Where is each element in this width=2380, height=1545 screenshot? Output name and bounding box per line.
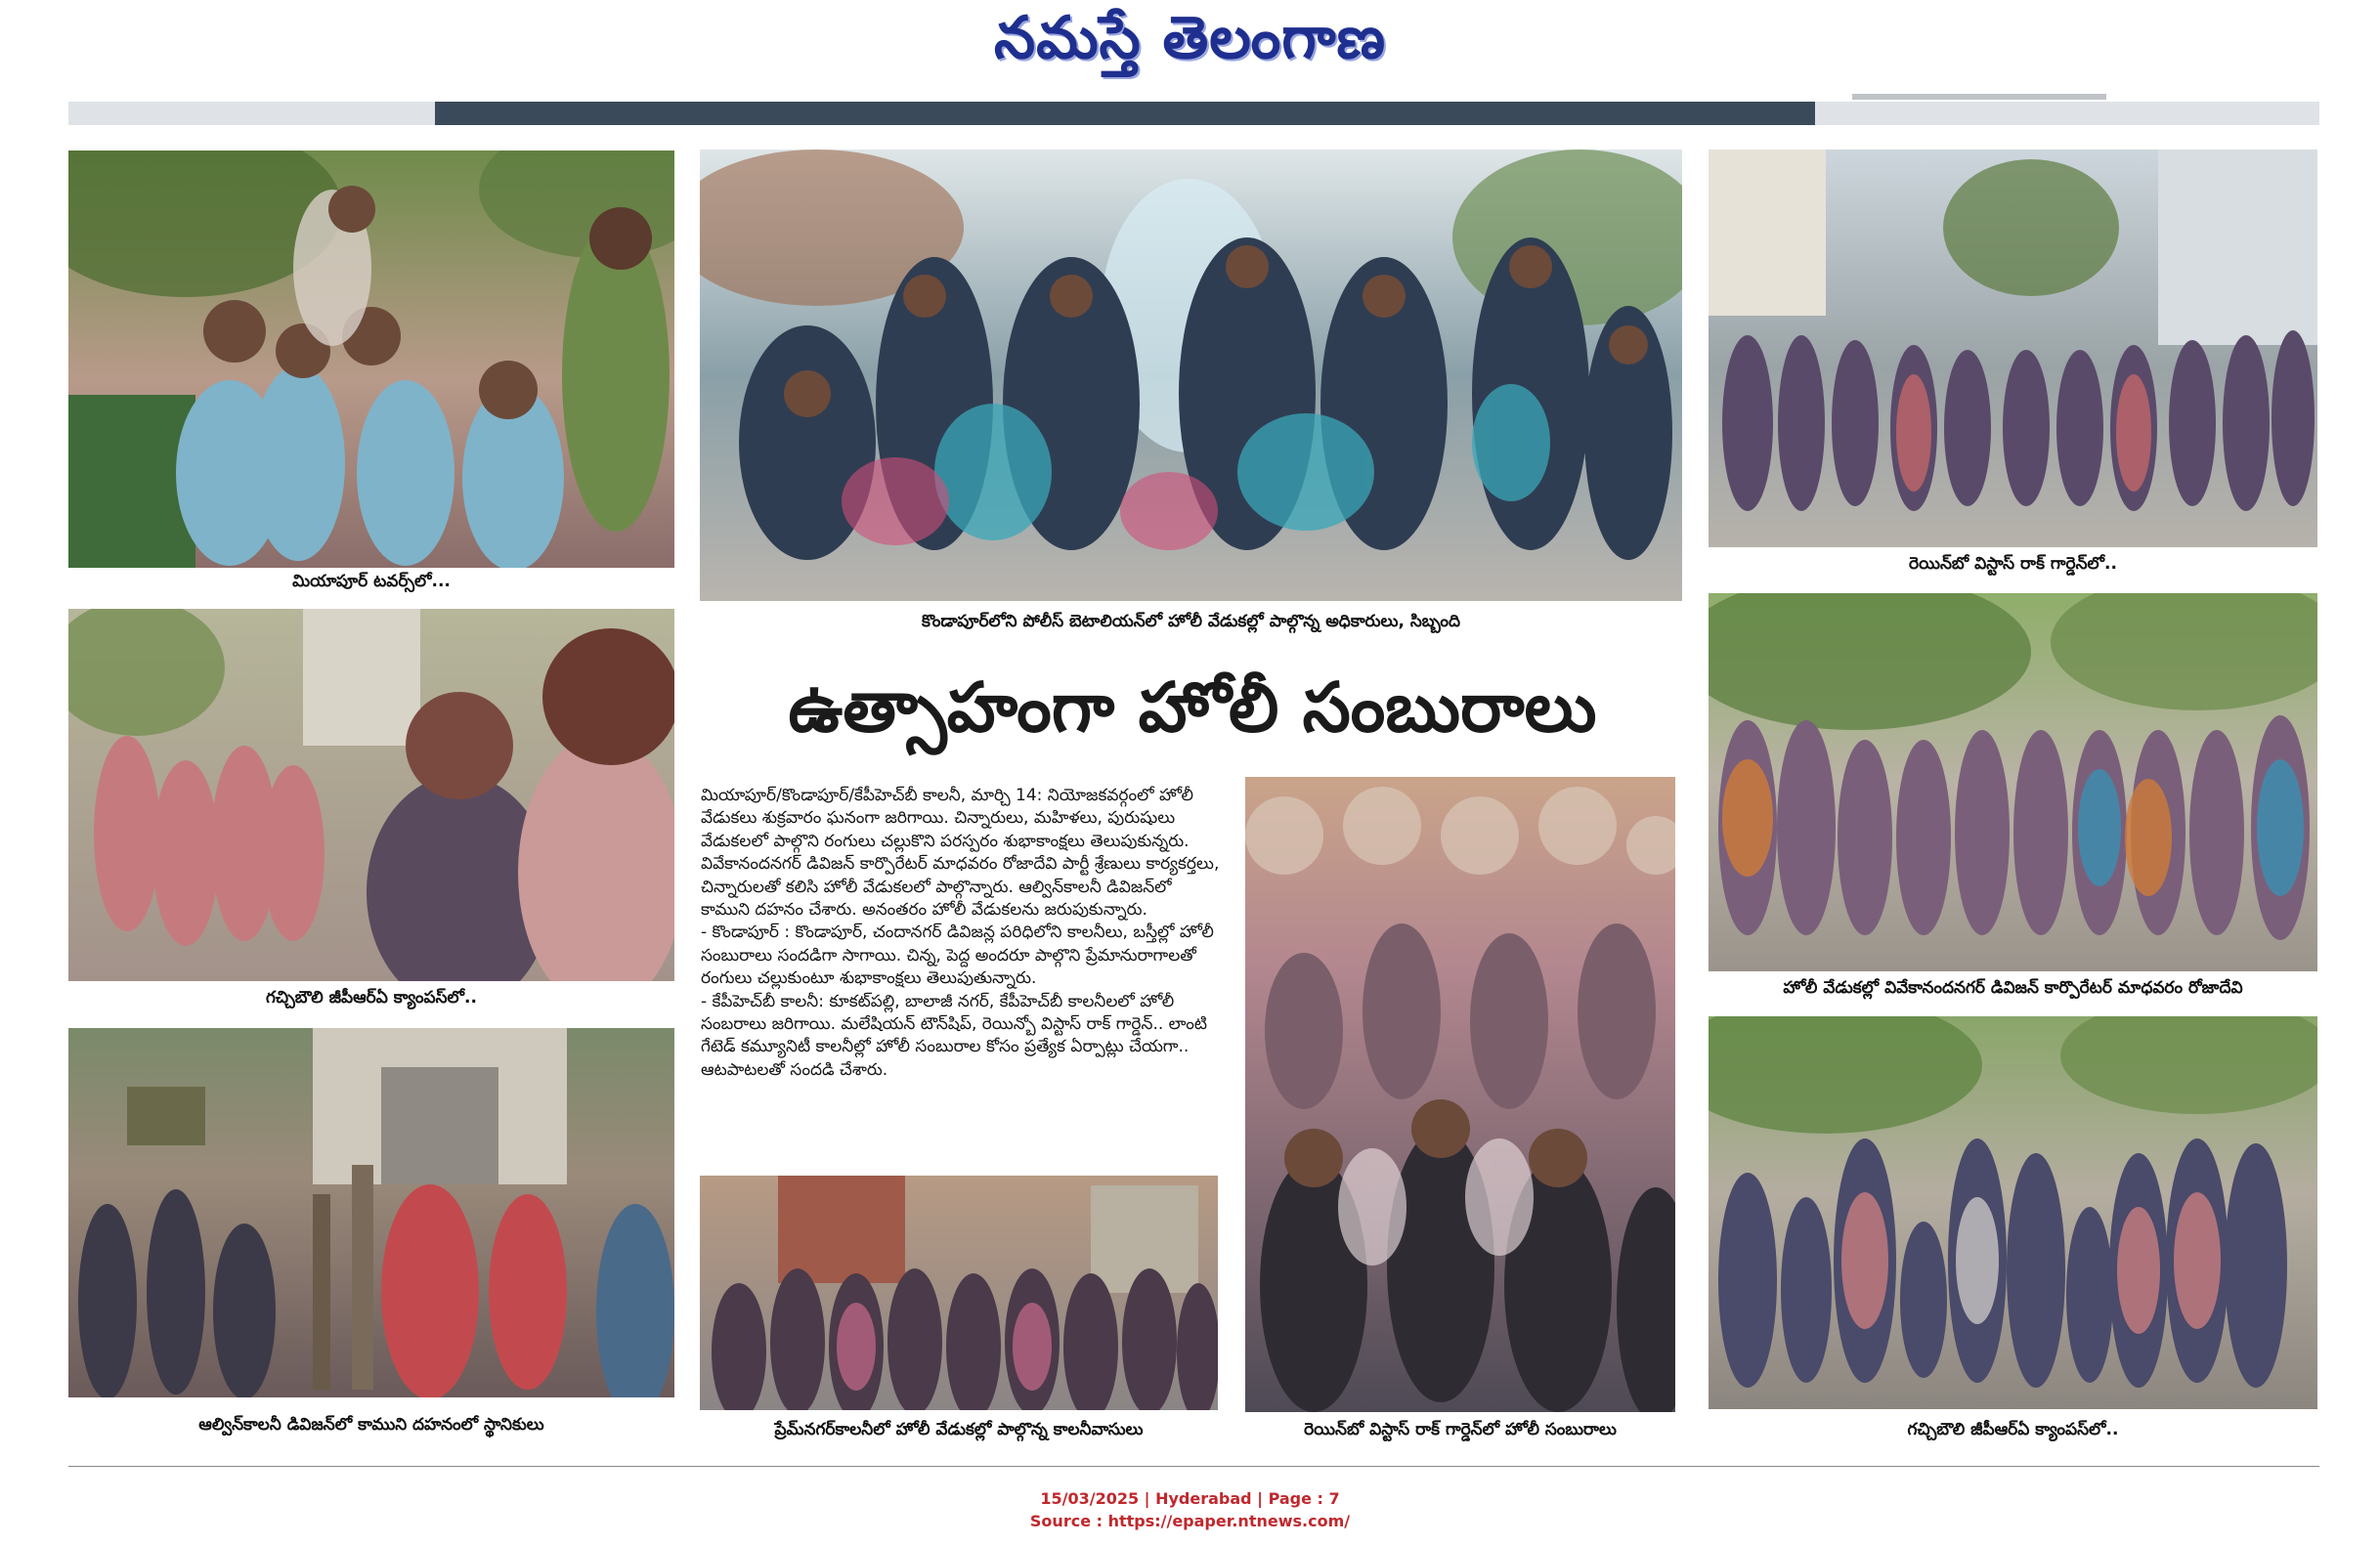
caption-miyapur-towers: మియాపూర్ టవర్స్‌లో... (292, 572, 451, 591)
photo-alwyn-colony (68, 1028, 674, 1397)
footer-source-line: Source : https://epaper.ntnews.com/ (1029, 1512, 1351, 1530)
photo-vivekananda-nagar (1709, 593, 2317, 971)
masthead-logo: నమస్తే తెలంగాణ (993, 4, 1387, 72)
article-paragraph: - కొండాపూర్ : కొండాపూర్, చందానగర్ డివిజన్ల పరిధిలోని కాలనీలు, బస్తీల్లో హోలీ సంబురాలు సందడిగా సాగాయి. చిన్న, పెద్ద అందరూ పాల్గొని ప్రేమానురాగాలతో రంగులు చల్లుకుంటూ శుభాకాంక్షలు తెలుపుతున్నారు. (701, 923, 1214, 989)
photo-gachibowli-left (68, 609, 674, 981)
caption-rainbow-vistas-bottom: రెయిన్‌బో విస్టాస్ రాక్ గార్డెన్‌లో హోలీ సంబురాలు (1304, 1420, 1617, 1439)
article-paragraph: - కేపీహెచ్‌బీ కాలనీ: కూకట్‌పల్లి, బాలాజీ నగర్, కేపీహెచ్‌బీ కాలనీలలో హోలీ సంబరాలు జరిగాయి. మలేషియన్ టౌన్‌షిప్, రెయిన్బో విస్టాస్ రాక్ గార్డెన్.. లాంటి గేటెడ్ కమ్యూనిటీ కాలనీల్లో హోలీ సంబురాల కోసం ప్రత్యేక ఏర్పాట్లు చేయగా.. ఆటపాటలతో సందడి చేశారు. (701, 991, 1208, 1080)
headline: ఉత్సాహంగా హోలీ సంబురాలు (788, 667, 1597, 748)
date-strip (1852, 90, 2106, 104)
photo-rainbow-vistas-top (1709, 150, 2317, 547)
footer (0, 1487, 2380, 1532)
caption-alwyn-colony: ఆల్విన్‌కాలనీ డివిజన్‌లో కాముని దహనంలో స్థానికులు (198, 1415, 544, 1435)
article-body (701, 785, 1224, 1168)
photo-rainbow-vistas-crowd (1245, 777, 1675, 1412)
caption-vivekananda-nagar: హోలీ వేడుకల్లో వివేకానందనగర్ డివిజన్ కార్పొరేటర్ మాధవరం రోజాదేవి (1783, 978, 2243, 998)
photo-miyapur-towers (68, 150, 674, 568)
photo-kondapur-police (700, 150, 1682, 601)
caption-kondapur-police: కొండాపూర్‌లోని పోలీస్ బెటాలియన్‌లో హోలీ వేడుకల్లో పాల్గొన్న అధికారులు, సిబ్బంది (922, 612, 1460, 631)
header-band-dark (435, 102, 1815, 125)
photo-gachibowli-right (1709, 1016, 2317, 1409)
caption-rainbow-vistas-top: రెయిన్‌బో విస్టాస్ రాక్ గార్డెన్‌లో.. (1909, 554, 2117, 574)
footer-divider (68, 1466, 2319, 1467)
caption-gachibowli-right: గచ్చిబౌలి జీపీఆర్ఏ క్యాంపస్‌లో.. (1907, 1420, 2119, 1439)
caption-premnagar-colony: ప్రేమ్‌నగర్‌కాలనీలో హోలీ వేడుకల్లో పాల్గొన్న కాలనీవాసులు (774, 1420, 1144, 1439)
masthead (0, 0, 2380, 76)
article-paragraph: మియాపూర్/కొండాపూర్/కేపీహెచ్‌బీ కాలనీ, మార్చి 14: నియోజకవర్గంలో హోలీ వేడుకలు శుక్రవారం ఘనంగా జరిగాయి. చిన్నారులు, మహిళలు, పురుషులు వేడుకలలో పాల్గొని రంగులు చల్లుకొని పరస్పరం శుభాకాంక్షలు తెలుపుకున్నరు. వివేకానందనగర్ డివిజన్ కార్పొరేటర్ మాధవరం రోజాదేవి పార్టీ శ్రేణులు కార్యకర్తలు, చిన్నారులతో కలిసి హోలీ వేడుకలలో పాల్గొన్నారు. ఆల్విన్‌కాలనీ డివిజన్‌లో కాముని దహనం చేశారు. అనంతరం హోలీ వేడుకలను జరుపుకున్నారు. (701, 786, 1220, 921)
photo-premnagar-colony (700, 1176, 1218, 1410)
footer-date-line: 15/03/2025 | Hyderabad | Page : 7 (1040, 1489, 1340, 1508)
caption-gachibowli-left: గచ్చిబౌలి జీపీఆర్ఏ క్యాంపస్‌లో.. (266, 988, 477, 1008)
